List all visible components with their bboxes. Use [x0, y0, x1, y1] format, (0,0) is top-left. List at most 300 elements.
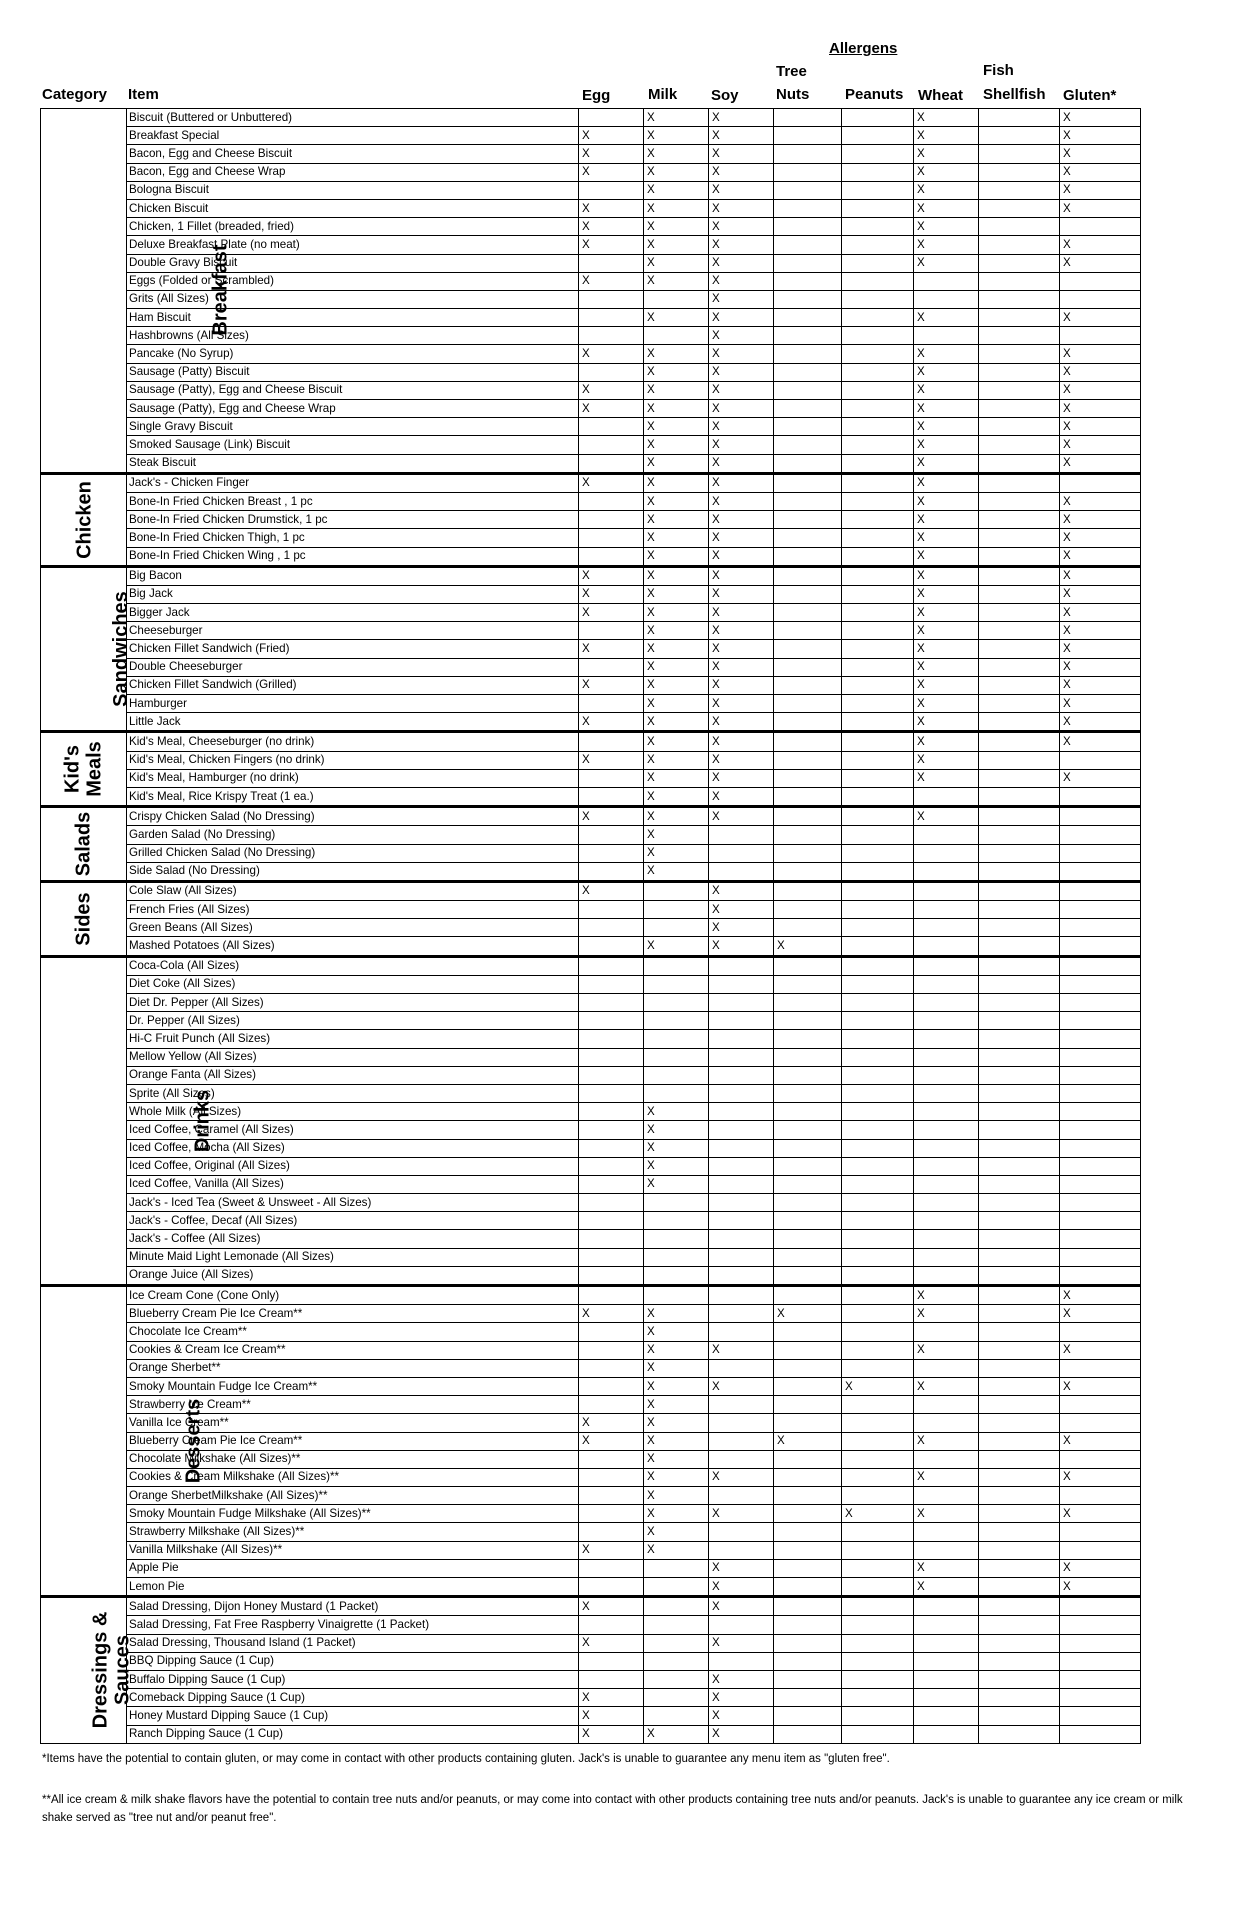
wheat-cell: [914, 1139, 979, 1157]
tree-nuts-cell: [774, 826, 842, 844]
category-label-text: Sandwiches: [109, 591, 132, 707]
category-label-text: Desserts: [182, 1398, 205, 1484]
soy-cell: X: [709, 547, 774, 566]
item-name-cell: Garden Salad (No Dressing): [127, 826, 579, 844]
egg-cell: X: [579, 751, 644, 769]
table-row: [41, 1559, 1141, 1577]
wheat-cell: [914, 1323, 979, 1341]
milk-cell: X: [644, 566, 709, 585]
category-cell: [41, 732, 127, 807]
soy-cell: X: [709, 713, 774, 732]
category-label: [73, 476, 95, 563]
table-row: [41, 381, 1141, 399]
milk-cell: [644, 1616, 709, 1634]
table-row: [41, 290, 1141, 308]
peanuts-cell: [842, 807, 914, 826]
table-row: [41, 1359, 1141, 1377]
soy-cell: X: [709, 622, 774, 640]
tree-nuts-cell: [774, 109, 842, 127]
gluten-cell: [1060, 1359, 1141, 1377]
milk-cell: X: [644, 844, 709, 862]
fish-shellfish-cell: [979, 1266, 1060, 1285]
milk-cell: X: [644, 454, 709, 473]
wheat-cell: X: [914, 751, 979, 769]
peanuts-cell: [842, 1157, 914, 1175]
fish-shellfish-cell: [979, 751, 1060, 769]
egg-cell: X: [579, 881, 644, 900]
soy-cell: [709, 1616, 774, 1634]
wheat-header: Wheat: [918, 87, 963, 104]
soy-cell: [709, 1012, 774, 1030]
gluten-cell: X: [1060, 1578, 1141, 1597]
category-label: [110, 569, 132, 729]
fish-shellfish-cell: [979, 807, 1060, 826]
soy-cell: X: [709, 254, 774, 272]
peanuts-cell: [842, 345, 914, 363]
egg-cell: [579, 901, 644, 919]
fish-shellfish-cell: [979, 418, 1060, 436]
peanuts-cell: [842, 1103, 914, 1121]
wheat-cell: [914, 1707, 979, 1725]
item-name-cell: Chocolate Ice Cream**: [127, 1323, 579, 1341]
category-label: [192, 959, 214, 1282]
table-row: [41, 272, 1141, 290]
egg-cell: [579, 695, 644, 713]
fish-shellfish-cell: [979, 919, 1060, 937]
egg-cell: X: [579, 807, 644, 826]
fish-shellfish-cell: [979, 975, 1060, 993]
tree-nuts-cell: [774, 1414, 842, 1432]
table-row: [41, 769, 1141, 787]
item-name-cell: Biscuit (Buttered or Unbuttered): [127, 109, 579, 127]
wheat-cell: [914, 826, 979, 844]
egg-cell: X: [579, 127, 644, 145]
wheat-cell: X: [914, 566, 979, 585]
tree-nuts-cell: [774, 1689, 842, 1707]
table-row: [41, 604, 1141, 622]
fish-shellfish-cell: [979, 713, 1060, 732]
peanuts-cell: [842, 511, 914, 529]
fish-shellfish-cell: [979, 547, 1060, 566]
egg-cell: [579, 529, 644, 547]
item-name-cell: Pancake (No Syrup): [127, 345, 579, 363]
gluten-cell: [1060, 1450, 1141, 1468]
gluten-header: Gluten*: [1063, 87, 1117, 104]
gluten-cell: X: [1060, 622, 1141, 640]
table-row: [41, 1323, 1141, 1341]
fish-shellfish-cell: [979, 1689, 1060, 1707]
soy-cell: [709, 826, 774, 844]
soy-cell: X: [709, 1597, 774, 1616]
fish-shellfish-cell: [979, 1286, 1060, 1305]
egg-header: Egg: [582, 87, 611, 104]
egg-cell: [579, 436, 644, 454]
peanuts-cell: [842, 1523, 914, 1541]
table-row: [41, 511, 1141, 529]
egg-cell: [579, 1266, 644, 1285]
tree-nuts-cell: [774, 1707, 842, 1725]
item-name-cell: Ice Cream Cone (Cone Only): [127, 1286, 579, 1305]
tree-nuts-cell: [774, 1634, 842, 1652]
soy-cell: X: [709, 345, 774, 363]
wheat-cell: [914, 1450, 979, 1468]
milk-cell: [644, 1707, 709, 1725]
table-row: [41, 400, 1141, 418]
item-name-cell: Big Jack: [127, 585, 579, 603]
egg-cell: X: [579, 1634, 644, 1652]
egg-cell: [579, 290, 644, 308]
wheat-cell: [914, 1670, 979, 1688]
fish-shellfish-cell: [979, 1230, 1060, 1248]
egg-cell: [579, 327, 644, 345]
milk-cell: X: [644, 732, 709, 751]
soy-cell: [709, 1048, 774, 1066]
egg-cell: [579, 1450, 644, 1468]
wheat-cell: [914, 1616, 979, 1634]
gluten-cell: [1060, 862, 1141, 881]
egg-cell: [579, 1487, 644, 1505]
egg-cell: [579, 826, 644, 844]
item-name-cell: Vanilla Milkshake (All Sizes)**: [127, 1541, 579, 1559]
fish-shellfish-cell: [979, 658, 1060, 676]
egg-cell: [579, 1248, 644, 1266]
peanuts-cell: [842, 1139, 914, 1157]
fish-shellfish-cell: [979, 732, 1060, 751]
soy-cell: [709, 1103, 774, 1121]
soy-cell: X: [709, 363, 774, 381]
peanuts-cell: X: [842, 1505, 914, 1523]
gluten-cell: X: [1060, 529, 1141, 547]
tree-nuts-cell: [774, 787, 842, 806]
tree-nuts-cell: [774, 1248, 842, 1266]
wheat-cell: [914, 787, 979, 806]
tree-nuts-cell: [774, 1505, 842, 1523]
peanuts-cell: [842, 1121, 914, 1139]
peanuts-header: Peanuts: [845, 86, 904, 103]
tree-nuts-cell: [774, 640, 842, 658]
soy-cell: [709, 956, 774, 975]
fish-shellfish-cell: [979, 1707, 1060, 1725]
table-row: [41, 640, 1141, 658]
item-name-cell: Bacon, Egg and Cheese Wrap: [127, 163, 579, 181]
item-name-cell: Apple Pie: [127, 1559, 579, 1577]
wheat-cell: [914, 1652, 979, 1670]
milk-cell: X: [644, 862, 709, 881]
gluten-cell: X: [1060, 254, 1141, 272]
egg-cell: [579, 1012, 644, 1030]
wheat-cell: [914, 1487, 979, 1505]
tree-nuts-cell: [774, 1266, 842, 1285]
soy-cell: [709, 1175, 774, 1193]
gluten-cell: X: [1060, 492, 1141, 510]
peanuts-cell: [842, 492, 914, 510]
fish-shellfish-cell: [979, 1341, 1060, 1359]
table-row: [41, 658, 1141, 676]
tree-nuts-cell: [774, 1359, 842, 1377]
fish-shellfish-cell: [979, 585, 1060, 603]
fish-shellfish-cell: [979, 1487, 1060, 1505]
peanuts-cell: [842, 956, 914, 975]
gluten-cell: [1060, 1707, 1141, 1725]
gluten-cell: [1060, 1084, 1141, 1102]
fish-shellfish-cell: [979, 327, 1060, 345]
wheat-cell: X: [914, 418, 979, 436]
item-name-cell: Blueberry Cream Pie Ice Cream**: [127, 1305, 579, 1323]
tree-nuts-cell: [774, 1597, 842, 1616]
egg-cell: X: [579, 400, 644, 418]
tree-nuts-cell: [774, 676, 842, 694]
milk-cell: X: [644, 622, 709, 640]
soy-cell: [709, 1523, 774, 1541]
tree-nuts-cell: [774, 732, 842, 751]
table-row: [41, 1707, 1141, 1725]
table-row: [41, 844, 1141, 862]
egg-cell: X: [579, 272, 644, 290]
wheat-cell: X: [914, 1305, 979, 1323]
table-row: [41, 956, 1141, 975]
gluten-cell: [1060, 1103, 1141, 1121]
milk-cell: X: [644, 109, 709, 127]
milk-cell: [644, 1048, 709, 1066]
peanuts-cell: [842, 732, 914, 751]
egg-cell: X: [579, 1725, 644, 1743]
wheat-cell: X: [914, 732, 979, 751]
item-name-cell: Grilled Chicken Salad (No Dressing): [127, 844, 579, 862]
soy-cell: X: [709, 218, 774, 236]
egg-cell: [579, 975, 644, 993]
gluten-cell: [1060, 1689, 1141, 1707]
egg-cell: [579, 109, 644, 127]
peanuts-cell: [842, 695, 914, 713]
egg-cell: [579, 254, 644, 272]
peanuts-cell: [842, 585, 914, 603]
wheat-cell: X: [914, 454, 979, 473]
fish-shellfish-cell: [979, 1670, 1060, 1688]
soy-cell: X: [709, 695, 774, 713]
gluten-cell: [1060, 1212, 1141, 1230]
item-name-cell: Diet Dr. Pepper (All Sizes): [127, 994, 579, 1012]
fish-shellfish-cell: [979, 937, 1060, 956]
tree-nuts-header-line2: Nuts: [776, 86, 810, 103]
fish-shellfish-cell: [979, 1139, 1060, 1157]
gluten-cell: [1060, 1012, 1141, 1030]
peanuts-cell: [842, 1414, 914, 1432]
table-row: [41, 901, 1141, 919]
soy-cell: X: [709, 658, 774, 676]
item-name-cell: Coca-Cola (All Sizes): [127, 956, 579, 975]
table-row: [41, 1468, 1141, 1486]
milk-cell: X: [644, 1103, 709, 1121]
table-row: [41, 1341, 1141, 1359]
milk-cell: X: [644, 181, 709, 199]
peanuts-cell: [842, 254, 914, 272]
egg-cell: [579, 1286, 644, 1305]
milk-cell: X: [644, 547, 709, 566]
table-row: [41, 622, 1141, 640]
peanuts-cell: [842, 1030, 914, 1048]
soy-cell: X: [709, 769, 774, 787]
tree-nuts-cell: [774, 1194, 842, 1212]
egg-cell: [579, 511, 644, 529]
table-row: [41, 1487, 1141, 1505]
soy-cell: X: [709, 145, 774, 163]
fish-shellfish-cell: [979, 881, 1060, 900]
fish-shellfish-cell: [979, 1396, 1060, 1414]
soy-cell: X: [709, 1559, 774, 1577]
wheat-cell: [914, 1248, 979, 1266]
tree-nuts-cell: [774, 218, 842, 236]
item-name-cell: Crispy Chicken Salad (No Dressing): [127, 807, 579, 826]
milk-cell: X: [644, 604, 709, 622]
table-row: [41, 1396, 1141, 1414]
milk-cell: [644, 1286, 709, 1305]
egg-cell: [579, 769, 644, 787]
soy-cell: X: [709, 1341, 774, 1359]
egg-cell: [579, 1377, 644, 1395]
tree-nuts-cell: [774, 1396, 842, 1414]
milk-cell: [644, 1084, 709, 1102]
fish-shellfish-cell: [979, 1652, 1060, 1670]
milk-cell: X: [644, 218, 709, 236]
milk-cell: [644, 290, 709, 308]
fish-shellfish-cell: [979, 1634, 1060, 1652]
milk-cell: X: [644, 1468, 709, 1486]
egg-cell: [579, 309, 644, 327]
gluten-cell: X: [1060, 236, 1141, 254]
table-row: [41, 218, 1141, 236]
tree-nuts-cell: [774, 547, 842, 566]
peanuts-cell: [842, 1359, 914, 1377]
soy-cell: X: [709, 1634, 774, 1652]
egg-cell: [579, 1212, 644, 1230]
item-name-cell: Side Salad (No Dressing): [127, 862, 579, 881]
milk-cell: X: [644, 511, 709, 529]
gluten-cell: X: [1060, 1341, 1141, 1359]
tree-nuts-cell: [774, 1377, 842, 1395]
fish-shellfish-cell: [979, 454, 1060, 473]
soy-cell: X: [709, 676, 774, 694]
tree-nuts-cell: [774, 1652, 842, 1670]
tree-nuts-cell: [774, 1523, 842, 1541]
wheat-cell: X: [914, 163, 979, 181]
gluten-cell: X: [1060, 454, 1141, 473]
table-row: [41, 473, 1141, 492]
soy-cell: X: [709, 787, 774, 806]
item-name-cell: Smoky Mountain Fudge Milkshake (All Sizes)**: [127, 1505, 579, 1523]
fish-shellfish-cell: [979, 956, 1060, 975]
tree-nuts-cell: [774, 622, 842, 640]
fish-shellfish-cell: [979, 109, 1060, 127]
gluten-cell: [1060, 272, 1141, 290]
gluten-cell: X: [1060, 199, 1141, 217]
category-label-text: Chicken: [73, 480, 96, 559]
fish-shellfish-cell: [979, 1248, 1060, 1266]
tree-nuts-cell: [774, 994, 842, 1012]
item-name-cell: Iced Coffee, Original (All Sizes): [127, 1157, 579, 1175]
tree-nuts-cell: [774, 181, 842, 199]
egg-cell: [579, 1341, 644, 1359]
egg-cell: [579, 1468, 644, 1486]
item-name-cell: Salad Dressing, Thousand Island (1 Packet): [127, 1634, 579, 1652]
item-name-cell: Kid's Meal, Cheeseburger (no drink): [127, 732, 579, 751]
peanuts-cell: [842, 566, 914, 585]
item-name-cell: Double Gravy Biscuit: [127, 254, 579, 272]
tree-nuts-cell: X: [774, 937, 842, 956]
table-row: [41, 363, 1141, 381]
wheat-cell: X: [914, 1468, 979, 1486]
egg-cell: [579, 1323, 644, 1341]
item-name-cell: Chocolate Milkshake (All Sizes)**: [127, 1450, 579, 1468]
gluten-cell: X: [1060, 732, 1141, 751]
gluten-cell: [1060, 919, 1141, 937]
fish-shellfish-cell: [979, 1468, 1060, 1486]
fish-shellfish-cell: [979, 1505, 1060, 1523]
milk-cell: [644, 1559, 709, 1577]
milk-cell: X: [644, 1175, 709, 1193]
gluten-cell: X: [1060, 1286, 1141, 1305]
egg-cell: X: [579, 1597, 644, 1616]
table-row: [41, 345, 1141, 363]
tree-nuts-cell: [774, 400, 842, 418]
egg-cell: [579, 181, 644, 199]
wheat-cell: X: [914, 640, 979, 658]
item-name-cell: Orange Fanta (All Sizes): [127, 1066, 579, 1084]
item-name-cell: Orange SherbetMilkshake (All Sizes)**: [127, 1487, 579, 1505]
soy-cell: X: [709, 492, 774, 510]
wheat-cell: [914, 881, 979, 900]
item-name-cell: Vanilla Ice Cream**: [127, 1414, 579, 1432]
item-name-cell: Strawberry Milkshake (All Sizes)**: [127, 1523, 579, 1541]
peanuts-cell: [842, 994, 914, 1012]
gluten-cell: X: [1060, 1468, 1141, 1486]
tree-nuts-cell: [774, 1139, 842, 1157]
table-row: [41, 309, 1141, 327]
tree-nuts-cell: [774, 163, 842, 181]
table-row: [41, 1578, 1141, 1597]
soy-cell: X: [709, 751, 774, 769]
tree-nuts-cell: [774, 1341, 842, 1359]
egg-cell: X: [579, 604, 644, 622]
item-name-cell: Sprite (All Sizes): [127, 1084, 579, 1102]
table-row: [41, 1305, 1141, 1323]
egg-cell: [579, 1103, 644, 1121]
fish-shellfish-cell: [979, 163, 1060, 181]
wheat-cell: [914, 1103, 979, 1121]
soy-cell: X: [709, 381, 774, 399]
gluten-cell: [1060, 844, 1141, 862]
peanuts-cell: [842, 604, 914, 622]
egg-cell: [579, 1121, 644, 1139]
tree-nuts-cell: [774, 454, 842, 473]
category-label-text: Drinks: [191, 1089, 214, 1152]
soy-cell: X: [709, 901, 774, 919]
gluten-cell: [1060, 956, 1141, 975]
wheat-cell: X: [914, 492, 979, 510]
tree-nuts-cell: [774, 529, 842, 547]
soy-cell: X: [709, 604, 774, 622]
gluten-cell: X: [1060, 127, 1141, 145]
fish-shellfish-cell: [979, 1414, 1060, 1432]
item-name-cell: Kid's Meal, Chicken Fingers (no drink): [127, 751, 579, 769]
milk-cell: [644, 1578, 709, 1597]
wheat-cell: [914, 975, 979, 993]
peanuts-cell: [842, 1266, 914, 1285]
egg-cell: [579, 622, 644, 640]
soy-cell: X: [709, 418, 774, 436]
milk-cell: [644, 1030, 709, 1048]
fish-shellfish-cell: [979, 1012, 1060, 1030]
gluten-cell: X: [1060, 695, 1141, 713]
